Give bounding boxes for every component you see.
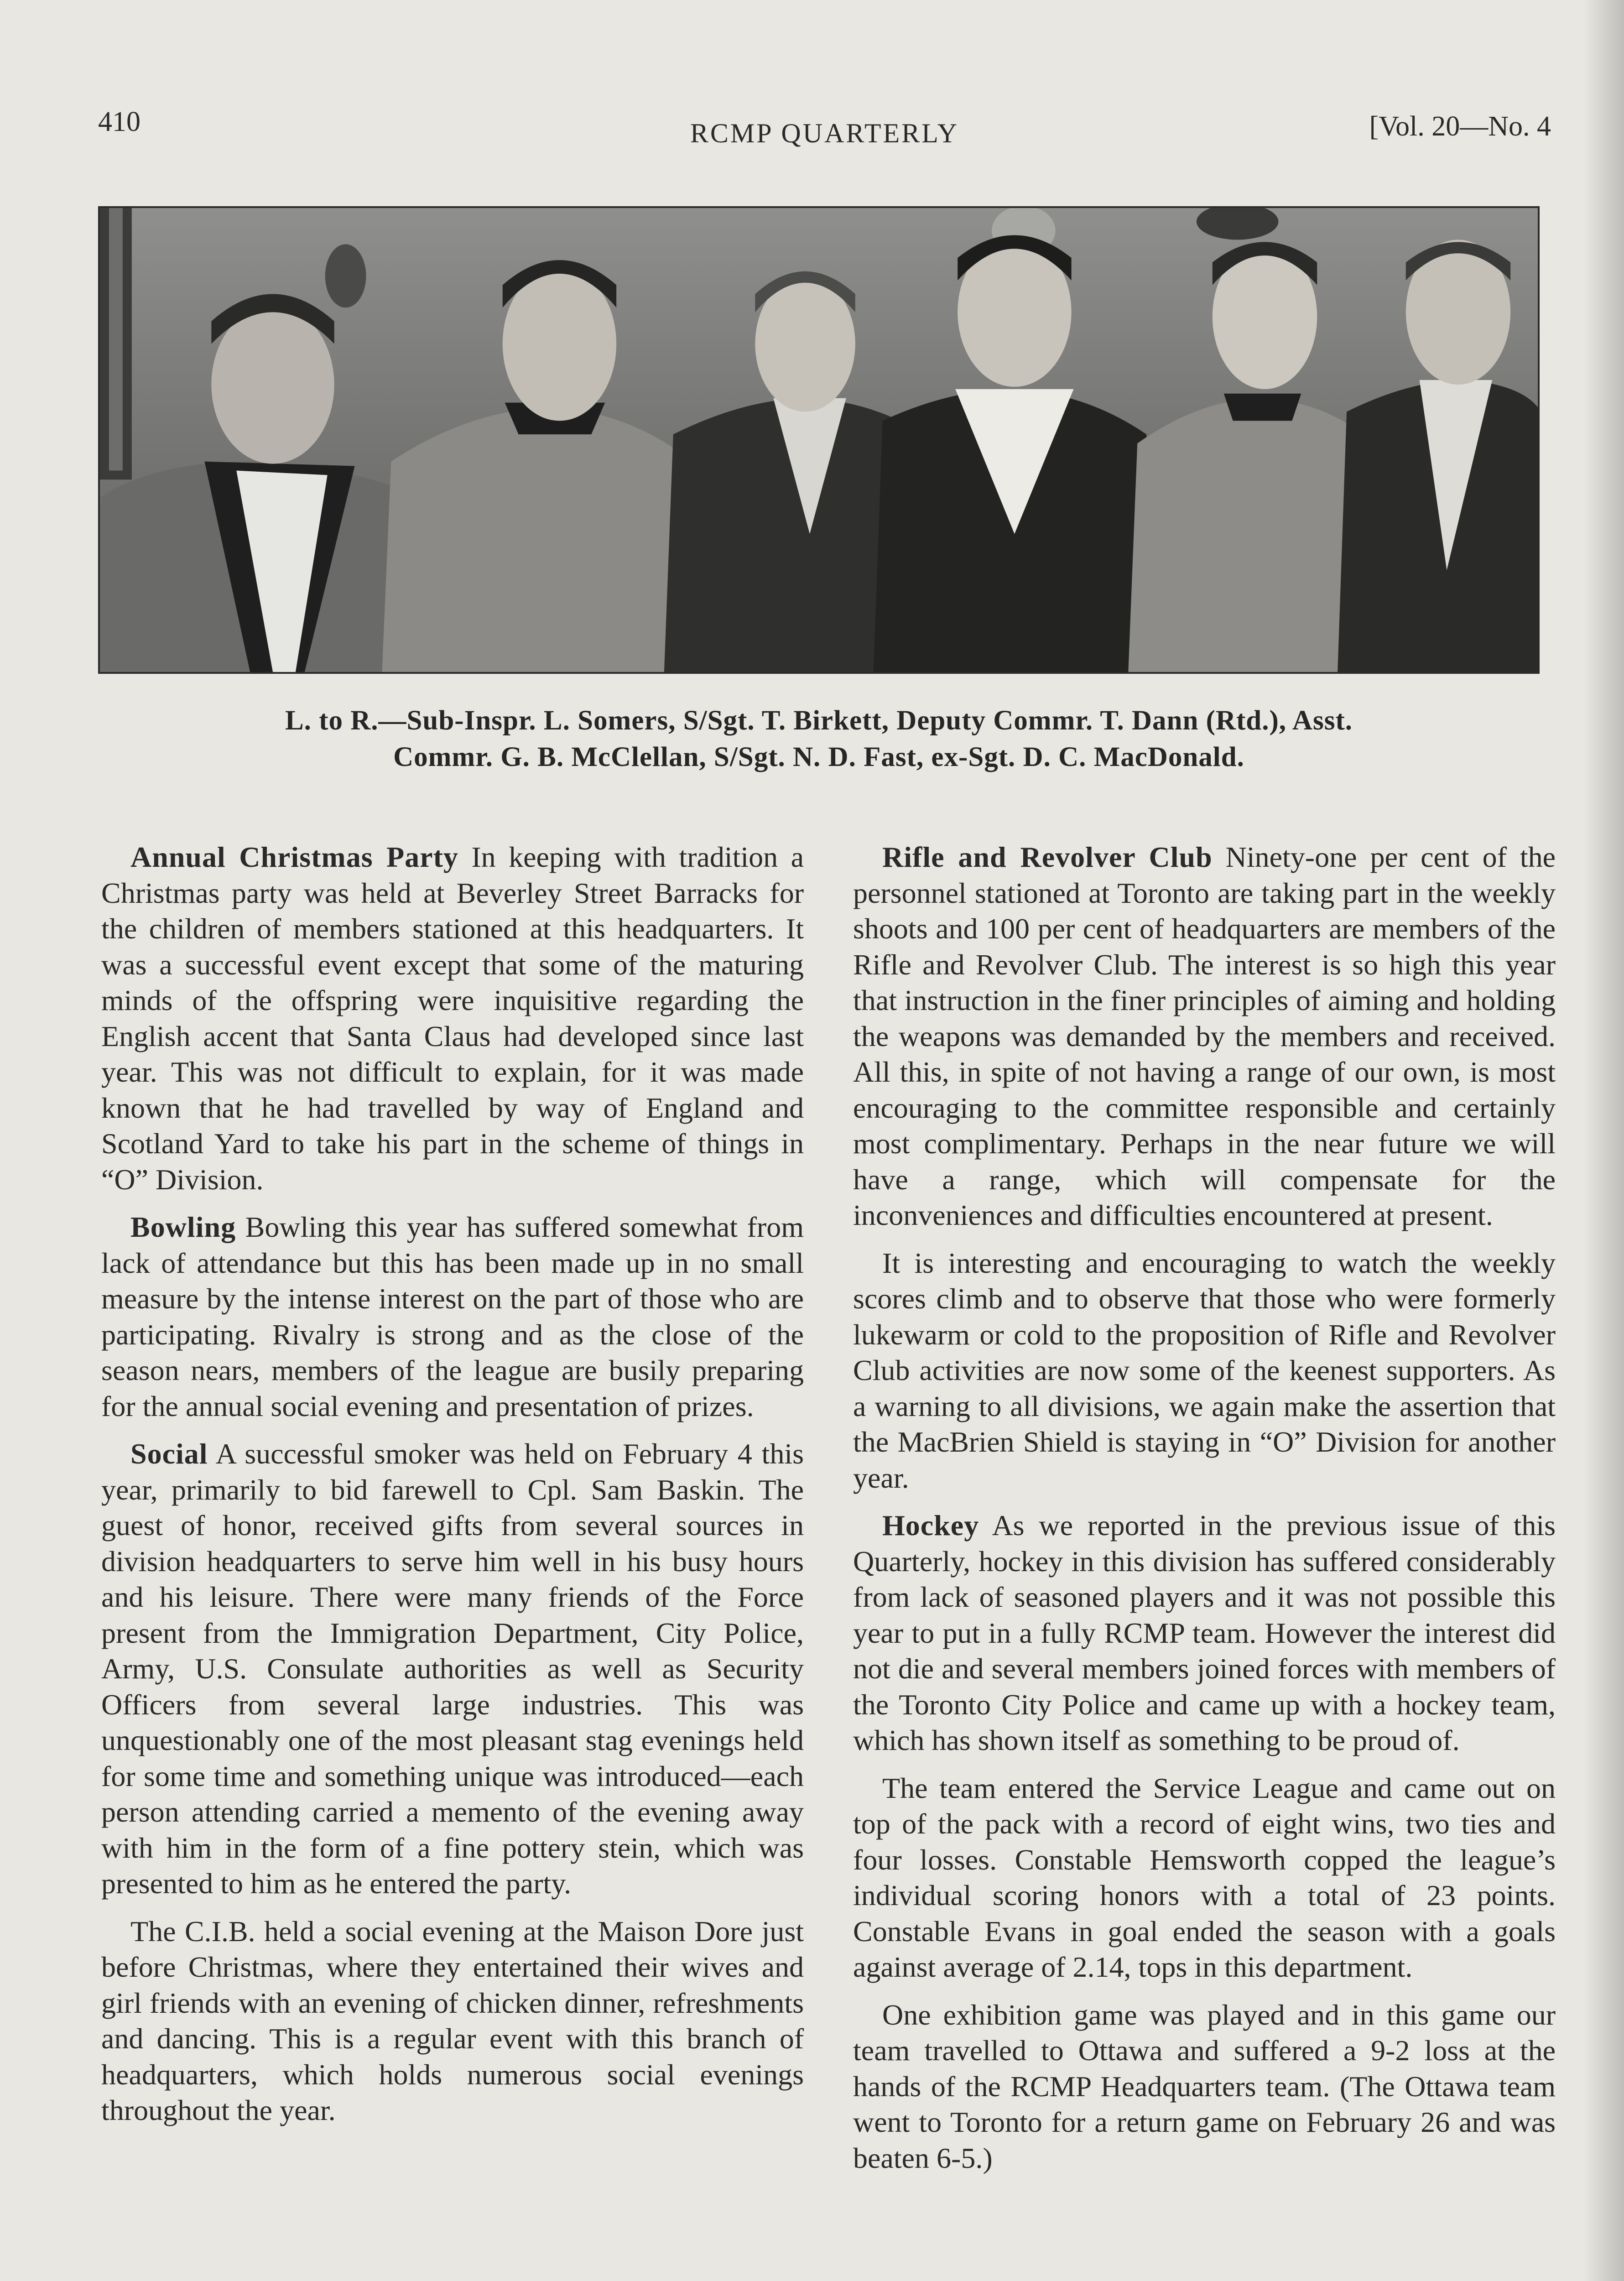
social-heading: Social [130,1437,208,1470]
rifle-paragraph [853,839,1556,1234]
bowling-text: Bowling this year has suffered somewhat from lack of attendance but this has been made up in no small measure by the intense interest on the part of those who are participating. Rivalry is strong and as the close of the season nears, members of the league are busily preparing for the annual social evening and presentation of prizes. [101,1211,804,1422]
left-column [101,839,804,2140]
rifle-heading: Rifle and Revolver Club [882,841,1213,873]
hockey-heading: Hockey [882,1509,979,1541]
exhibition-paragraph: One exhibition game was played and in this game our team travelled to Ottawa and suffered a 9-2 loss at the hands of the RCMP Headquarters team. (The Ottawa team went to Toronto for a return game on February 26 and was beaten 6-5.) [853,1998,1556,2174]
photo-caption [98,703,1540,776]
christmas-text: In keeping with tradition a Christmas party was held at Beverley Street Barracks for the children of members stationed at this headquarters. It was a successful event except that some of the maturing minds of the offspring were inquisitive regarding the English accent that Santa Claus had developed since last year. This was not difficult to explain, for it was made known that he had travelled by way of England and Scotland Yard to take his part in the scheme of things in “O” Division. [101,841,804,1196]
right-column [853,839,1556,2188]
caption-line-1: L. to R.—Sub-Inspr. L. Somers, S/Sgt. T. Birkett, Deputy Commr. T. Dann (Rtd.), Asst. [285,705,1353,736]
page-header [98,106,1551,156]
journal-title: RCMP QUARTERLY [690,118,959,148]
caption-line-2: Commr. G. B. McClellan, S/Sgt. N. D. Fast, ex-Sgt. D. C. MacDonald. [393,742,1244,772]
christmas-paragraph [101,839,804,1198]
cib-paragraph: The C.I.B. held a social evening at the Maison Dore just before Christmas, where they entertained their wives and girl friends with an evening of chicken dinner, refreshments and dancing. This is a regular event with this branch of headquarters, which holds numerous social evenings throughout the year. [101,1915,804,2126]
volume-label: [Vol. 20—No. 4 [1369,111,1551,142]
group-photo [98,206,1540,674]
group-photo-illustration [100,208,1538,672]
page-number: 410 [98,106,141,137]
bowling-heading: Bowling [130,1211,236,1243]
hockey-text: As we reported in the previous issue of this Quarterly, hockey in this division has suffered considerably from lack of seasoned players and it was not possible this year to put in a fully RCMP team. However the interest did not die and several members joined forces with members of the Toronto City Police and came up with a hockey team, which has shown itself as something to be proud of. [853,1509,1556,1756]
social-paragraph [101,1436,804,1902]
rifle-text: Ninety-one per cent of the personnel stationed at Toronto are taking part in the weekly shoots and 100 per cent of headquarters are members of the Rifle and Revolver Club. The interest is so high this year that instruction in the finer principles of aiming and holding the weapons was demanded by the members and received. All this, in spite of not having a range of our own, is most encouraging to the committee responsible and certainly most complimentary. Perhaps in the near future we will have a range, which will compensate for the inconveniences and difficulties encountered at present. [853,841,1556,1231]
hockey-paragraph [853,1508,1556,1759]
social-text: A successful smoker was held on February 4 this year, primarily to bid farewell to Cpl. Sam Baskin. The guest of honor, received gifts from several sources in division headquarters to serve him well in his busy hours and his leisure. There were many friends of the Force present from the Immigration Department, City Police, Army, U.S. Consulate authorities as well as Security Officers from several large industries. This was unquestionably one of the most pleasant stag evenings held for some time and something unique was introduced—each person attending carried a memento of the evening away with him in the form of a fine pottery stein, which was presented to him as he entered the party. [101,1437,804,1900]
page-edge-shadow [1583,0,1624,2281]
christmas-heading: Annual Christmas Party [130,841,458,873]
bowling-paragraph [101,1209,804,1424]
hockey-continued-paragraph: The team entered the Service League and came out on top of the pack with a record of eight wins, two ties and four losses. Constable Hemsworth copped the league’s individual scoring honors with a total of 23 points. Constable Evans in goal ended the season with a goals against average of 2.14, tops in this department. [853,1771,1556,1983]
rifle-continued-paragraph: It is interesting and encouraging to watch the weekly scores climb and to observe that those who were formerly lukewarm or cold to the proposition of Rifle and Revolver Club activities are now some of the keenest supporters. As a warning to all divisions, we again make the assertion that the MacBrien Shield is staying in “O” Division for another year. [853,1246,1556,1494]
